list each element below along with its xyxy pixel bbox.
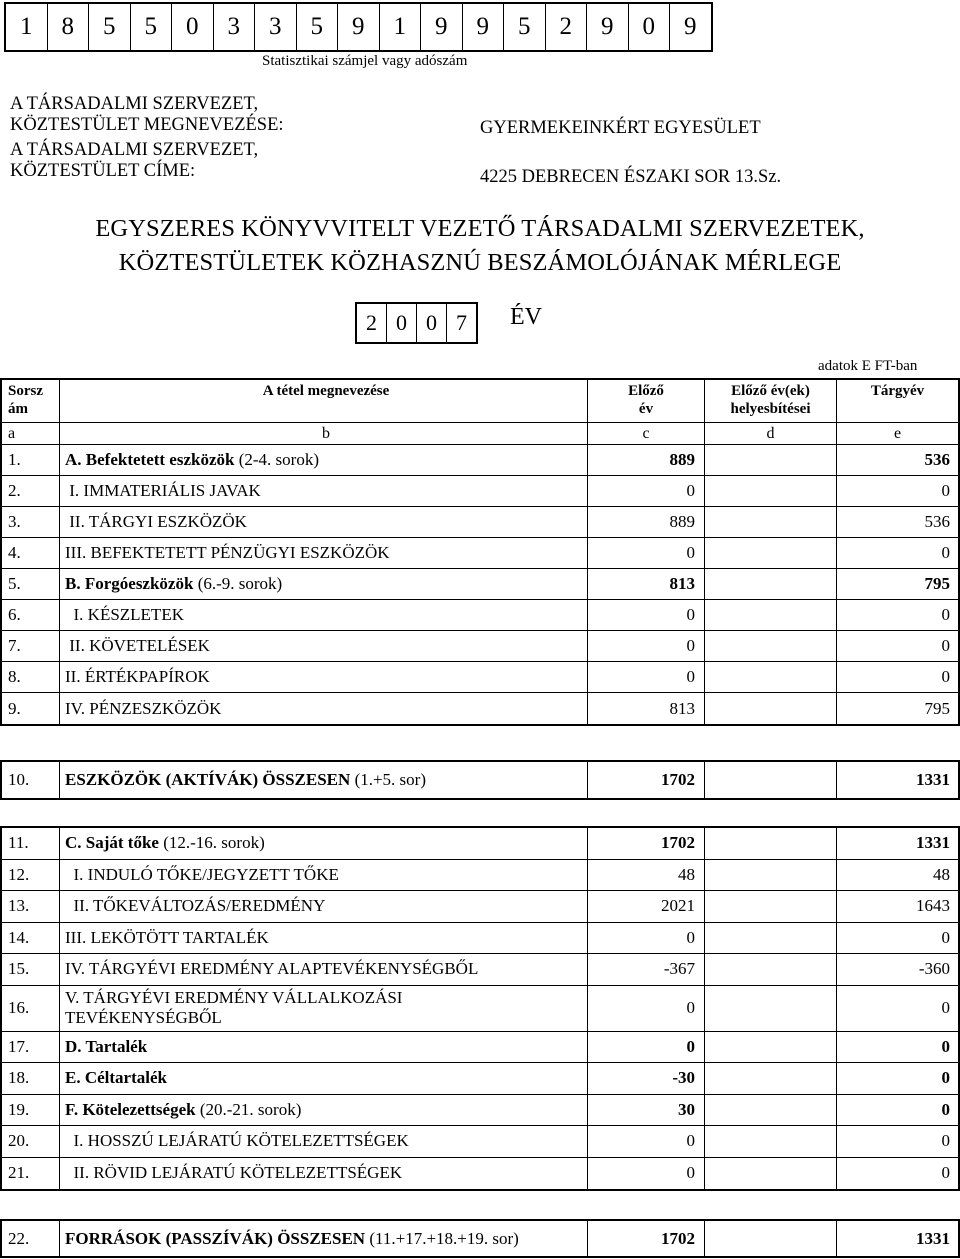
adjustment-value xyxy=(705,891,837,922)
page-title xyxy=(0,212,960,280)
row-number: 4. xyxy=(2,538,60,568)
table-row xyxy=(2,693,958,724)
current-year-value: 0 xyxy=(941,1099,950,1119)
prev-year-value: 0 xyxy=(588,600,705,630)
year-digit: 0 xyxy=(417,304,447,342)
title-line-1: EGYSZERES KÖNYVVITELT VEZETŐ TÁRSADALMI SZERVEZETEK, xyxy=(95,215,865,242)
current-year-value: 0 xyxy=(941,636,950,655)
row-label-text: II. ÉRTÉKPAPÍROK xyxy=(65,667,210,686)
prev-year-value: 0 xyxy=(588,986,705,1031)
current-year-value: 0 xyxy=(941,1131,950,1151)
tax-id-digit: 9 xyxy=(587,4,629,50)
prev-year-value: 0 xyxy=(588,1158,705,1190)
letter-c: c xyxy=(588,423,705,444)
current-year-value: 1331 xyxy=(916,833,950,853)
row-label-text: (2-4. sorok) xyxy=(234,450,319,469)
prev-year-value: 1702 xyxy=(588,762,705,798)
header-col-a: Sorsz ám xyxy=(2,380,60,422)
row-label xyxy=(60,569,588,599)
org-address-label: A TÁRSADALMI SZERVEZET, KÖZTESTÜLET CÍME: xyxy=(10,140,259,181)
row-label-text: II. KÖVETELÉSEK xyxy=(65,636,210,655)
table-row xyxy=(2,1063,958,1095)
adjustment-value xyxy=(705,986,837,1031)
row-number: 19. xyxy=(2,1095,60,1126)
year-label: ÉV xyxy=(510,304,542,330)
current-year-value: 0 xyxy=(941,998,950,1017)
current-year-value: 795 xyxy=(924,698,950,718)
adjustment-value xyxy=(705,1221,837,1256)
year-digit: 2 xyxy=(357,304,387,342)
prev-year-value: 1702 xyxy=(588,828,705,859)
row-number: 18. xyxy=(2,1063,60,1094)
header-col-c: Előző év xyxy=(588,380,705,422)
org-name-value: GYERMEKEINKÉRT EGYESÜLET xyxy=(480,118,761,138)
current-year-value: 0 xyxy=(941,605,950,624)
row-label xyxy=(60,538,588,568)
prev-year-value: 889 xyxy=(588,445,705,475)
letter-a: a xyxy=(2,423,60,444)
row-number: 22. xyxy=(2,1221,60,1256)
row-label-bold: A. Befektetett eszközök xyxy=(65,450,235,469)
table-row xyxy=(2,986,958,1032)
adjustment-value xyxy=(705,600,837,630)
unit-note: adatok E FT-ban xyxy=(818,358,918,374)
letter-row xyxy=(2,423,958,445)
row-label-text: IV. TÁRGYÉVI EREDMÉNY ALAPTEVÉKENYSÉGBŐL xyxy=(65,959,479,979)
row-label-text: (12.-16. sorok) xyxy=(158,833,265,853)
prev-year-value: 30 xyxy=(588,1095,705,1126)
tax-id-digit: 3 xyxy=(255,4,297,50)
adjustment-value xyxy=(705,860,837,891)
row-label-bold: C. Saját tőke xyxy=(65,833,159,853)
tax-id-digit: 5 xyxy=(89,4,131,50)
row-number: 6. xyxy=(2,600,60,630)
tax-id-digit: 2 xyxy=(546,4,588,50)
row-label xyxy=(60,476,588,506)
row-label-bold: FORRÁSOK (PASSZÍVÁK) ÖSSZESEN xyxy=(65,1228,366,1248)
adjustment-value xyxy=(705,631,837,661)
row-number: 10. xyxy=(2,762,60,798)
table-row xyxy=(2,954,958,986)
letter-e: e xyxy=(893,424,902,442)
current-year-value: 0 xyxy=(941,667,950,686)
year-digit: 7 xyxy=(456,310,467,335)
year-boxes xyxy=(355,302,478,344)
row-number: 9. xyxy=(2,693,60,724)
table-row xyxy=(2,860,958,892)
row-number: 1. xyxy=(2,445,60,475)
header-col-d: Előző év(ek) helyesbítései xyxy=(705,380,837,422)
tax-id-digit: 0 xyxy=(172,4,214,50)
current-year-value: 0 xyxy=(941,927,950,947)
row-label-text: II. TÁRGYI ESZKÖZÖK xyxy=(65,512,247,531)
row-label xyxy=(60,600,588,630)
letter-b: b xyxy=(60,423,588,444)
row-label-text: (11.+17.+18.+19. sor) xyxy=(365,1228,519,1248)
prev-year-value: 1702 xyxy=(588,1221,705,1256)
row-label-text: II. RÖVID LEJÁRATÚ KÖTELEZETTSÉGEK xyxy=(65,1163,403,1183)
prev-year-value: 0 xyxy=(588,476,705,506)
prev-year-value: 0 xyxy=(588,1126,705,1157)
table-row xyxy=(2,1095,958,1127)
row-number: 5. xyxy=(2,569,60,599)
prev-year-value: 2021 xyxy=(588,891,705,922)
current-year-value: 0 xyxy=(941,1036,950,1056)
tax-id-digit: 9 xyxy=(421,4,463,50)
table-row xyxy=(2,1221,958,1256)
assets-section xyxy=(2,445,958,724)
adjustment-value xyxy=(705,662,837,692)
row-label-text: V. TÁRGYÉVI EREDMÉNY VÁLLALKOZÁSI TEVÉKENYSÉGBŐL xyxy=(65,988,403,1027)
tax-id-digit: 5 xyxy=(504,4,546,50)
row-label-text: (6.-9. sorok) xyxy=(193,574,283,593)
liabilities-section xyxy=(2,828,958,1189)
row-number: 15. xyxy=(2,954,60,985)
tax-id-digit: 0 xyxy=(629,4,671,50)
row-number: 20. xyxy=(2,1126,60,1157)
current-year-value: 536 xyxy=(924,450,950,469)
year-digit: 0 xyxy=(387,304,417,342)
tax-id-digit: 9 xyxy=(338,4,380,50)
current-year-value: 0 xyxy=(941,1163,950,1183)
prev-year-value: 813 xyxy=(588,693,705,724)
row-number: 8. xyxy=(2,662,60,692)
row-label-text: IV. PÉNZESZKÖZÖK xyxy=(65,698,222,718)
table-row xyxy=(2,569,958,600)
row-number: 7. xyxy=(2,631,60,661)
table-row xyxy=(2,1032,958,1064)
adjustment-value xyxy=(705,1063,837,1094)
row-number: 3. xyxy=(2,507,60,537)
table-row xyxy=(2,762,958,798)
tax-id-digit: 1 xyxy=(380,4,422,50)
row-label-text: I. INDULÓ TŐKE/JEGYZETT TŐKE xyxy=(65,864,339,884)
row-label-bold: F. Kötelezettségek xyxy=(65,1099,196,1119)
liabilities-table xyxy=(0,826,960,1191)
row-label xyxy=(60,507,588,537)
adjustment-value xyxy=(705,1032,837,1063)
row-label-text: III. BEFEKTETETT PÉNZÜGYI ESZKÖZÖK xyxy=(65,543,390,562)
prev-year-value: 0 xyxy=(588,662,705,692)
row-label-bold: B. Forgóeszközök xyxy=(65,574,194,593)
row-label xyxy=(60,1126,588,1157)
adjustment-value xyxy=(705,445,837,475)
table-row xyxy=(2,600,958,631)
row-number: 17. xyxy=(2,1032,60,1063)
row-label xyxy=(60,891,588,922)
adjustment-value xyxy=(705,693,837,724)
current-year-value: 0 xyxy=(941,1068,950,1088)
row-label xyxy=(60,762,588,798)
row-label-text: (1.+5. sor) xyxy=(350,770,426,789)
prev-year-value: 48 xyxy=(588,860,705,891)
tax-id-digit: 9 xyxy=(463,4,505,50)
row-label xyxy=(60,954,588,985)
total-assets-row-wrap xyxy=(2,762,958,798)
total-liabilities-table xyxy=(0,1219,960,1258)
row-number: 12. xyxy=(2,860,60,891)
adjustment-value xyxy=(705,828,837,859)
adjustment-value xyxy=(705,923,837,954)
row-label-text: I. IMMATERIÁLIS JAVAK xyxy=(65,481,261,500)
prev-year-value: 813 xyxy=(588,569,705,599)
title-line-2: KÖZTESTÜLETEK KÖZHASZNÚ BESZÁMOLÓJÁNAK MÉRLEGE xyxy=(118,249,842,276)
tax-id-boxes xyxy=(4,2,713,52)
table-row xyxy=(2,923,958,955)
row-label xyxy=(60,631,588,661)
row-label-text: III. LEKÖTÖTT TARTALÉK xyxy=(65,927,269,947)
table-row xyxy=(2,662,958,693)
prev-year-value: -30 xyxy=(588,1063,705,1094)
current-year-value: 795 xyxy=(924,574,950,593)
current-year-value: 0 xyxy=(941,543,950,562)
total-liabilities-row-wrap xyxy=(2,1221,958,1256)
row-label xyxy=(60,662,588,692)
tax-id-digit: 5 xyxy=(297,4,339,50)
current-year-value: 1331 xyxy=(916,770,950,789)
table-row xyxy=(2,891,958,923)
adjustment-value xyxy=(705,476,837,506)
table-row xyxy=(2,538,958,569)
adjustment-value xyxy=(705,569,837,599)
current-year-value: 48 xyxy=(933,864,950,884)
row-number: 14. xyxy=(2,923,60,954)
header-row xyxy=(2,380,958,423)
adjustment-value xyxy=(705,1126,837,1157)
adjustment-value xyxy=(705,954,837,985)
row-label xyxy=(60,828,588,859)
row-number: 16. xyxy=(2,986,60,1031)
row-number: 21. xyxy=(2,1158,60,1190)
org-name-label: A TÁRSADALMI SZERVEZET, KÖZTESTÜLET MEGNEVEZÉSE: xyxy=(10,94,284,135)
table-row xyxy=(2,476,958,507)
row-number: 11. xyxy=(2,828,60,859)
row-label xyxy=(60,1095,588,1126)
row-label xyxy=(60,986,588,1031)
table-row xyxy=(2,828,958,860)
prev-year-value: 0 xyxy=(588,631,705,661)
row-label-bold: D. Tartalék xyxy=(65,1036,148,1056)
row-label-text: (20.-21. sorok) xyxy=(195,1099,302,1119)
tax-id-digit: 3 xyxy=(214,4,256,50)
letter-d: d xyxy=(705,423,837,444)
header-col-e: Tárgyév xyxy=(870,383,925,399)
adjustment-value xyxy=(705,762,837,798)
tax-id-digit: 5 xyxy=(131,4,173,50)
row-label-text: II. TŐKEVÁLTOZÁS/EREDMÉNY xyxy=(65,896,326,916)
tax-id-digit: 9 xyxy=(684,13,697,40)
row-label xyxy=(60,693,588,724)
row-label xyxy=(60,1032,588,1063)
tax-id-caption: Statisztikai számjel vagy adószám xyxy=(262,53,468,69)
prev-year-value: -367 xyxy=(588,954,705,985)
row-label-text: I. HOSSZÚ LEJÁRATÚ KÖTELEZETTSÉGEK xyxy=(65,1131,409,1151)
table-row xyxy=(2,445,958,476)
current-year-value: 1643 xyxy=(916,896,950,916)
row-label xyxy=(60,860,588,891)
row-label-bold: E. Céltartalék xyxy=(65,1068,167,1088)
row-label xyxy=(60,923,588,954)
row-number: 13. xyxy=(2,891,60,922)
tax-id-digit: 1 xyxy=(6,4,48,50)
table-row xyxy=(2,507,958,538)
total-assets-table xyxy=(0,760,960,800)
current-year-value: 0 xyxy=(941,481,950,500)
table-row xyxy=(2,631,958,662)
row-label xyxy=(60,1063,588,1094)
row-label xyxy=(60,1221,588,1256)
adjustment-value xyxy=(705,1158,837,1190)
prev-year-value: 0 xyxy=(588,538,705,568)
current-year-value: 536 xyxy=(924,512,950,531)
row-label-bold: ESZKÖZÖK (AKTÍVÁK) ÖSSZESEN xyxy=(65,770,351,789)
row-number: 2. xyxy=(2,476,60,506)
prev-year-value: 0 xyxy=(588,1032,705,1063)
table-row xyxy=(2,1126,958,1158)
tax-id-digit: 8 xyxy=(48,4,90,50)
row-label xyxy=(60,1158,588,1190)
table-row xyxy=(2,1158,958,1190)
row-label-text: I. KÉSZLETEK xyxy=(65,605,184,624)
prev-year-value: 0 xyxy=(588,923,705,954)
header-col-b: A tétel megnevezése xyxy=(60,380,588,422)
adjustment-value xyxy=(705,1095,837,1126)
row-label xyxy=(60,445,588,475)
current-year-value: -360 xyxy=(918,959,950,979)
org-address-value: 4225 DEBRECEN ÉSZAKI SOR 13.Sz. xyxy=(480,167,782,187)
balance-header-table xyxy=(0,378,960,726)
prev-year-value: 889 xyxy=(588,507,705,537)
current-year-value: 1331 xyxy=(916,1228,950,1248)
adjustment-value xyxy=(705,538,837,568)
adjustment-value xyxy=(705,507,837,537)
